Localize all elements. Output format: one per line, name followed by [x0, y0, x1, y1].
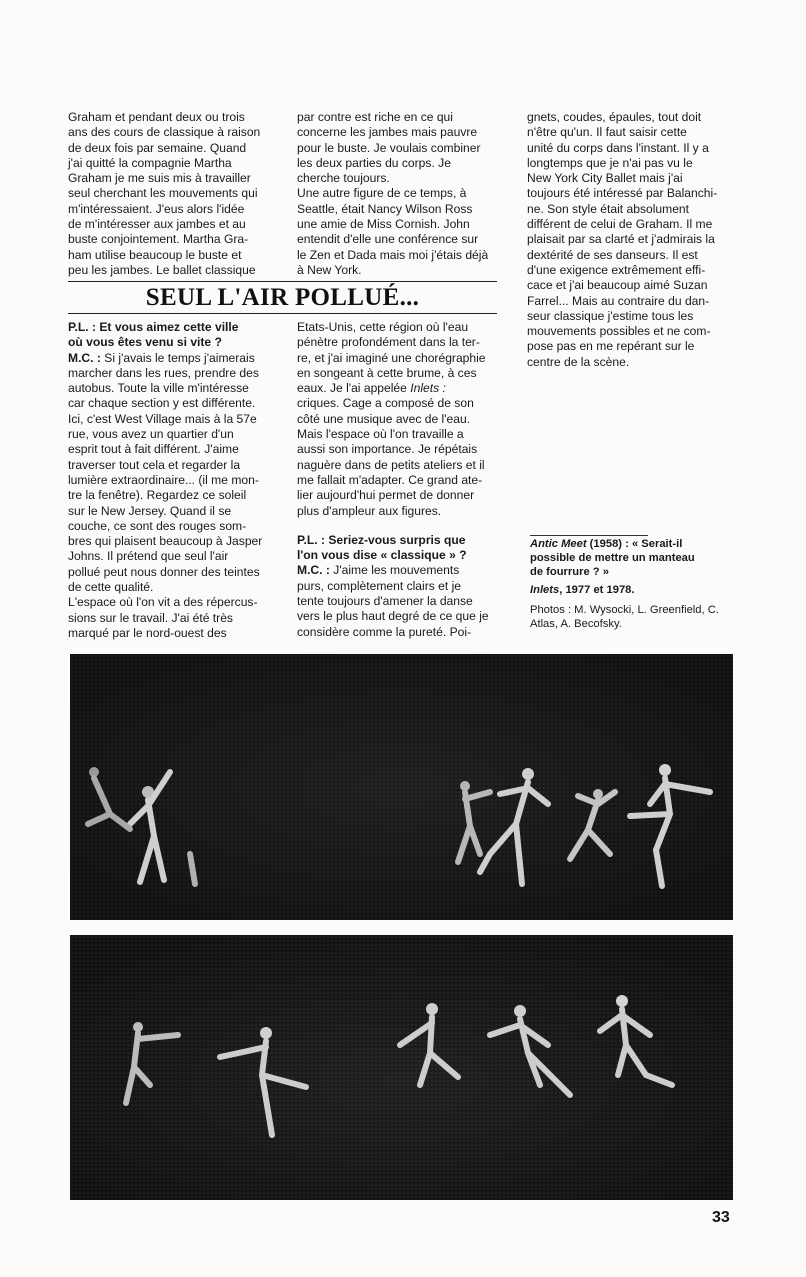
- section-title: SEUL L'AIR POLLUÉ...: [145, 284, 420, 311]
- text-line: vers le plus haut degré de ce que je: [297, 609, 489, 624]
- caption-line: [530, 538, 742, 552]
- text-line: pénètre profondément dans la ter-: [297, 335, 480, 350]
- work-title: Inlets: [530, 584, 560, 597]
- text-line: Une autre figure de ce temps, à: [297, 186, 467, 201]
- page-number: 33: [712, 1209, 730, 1226]
- text-line: gnets, coudes, épaules, tout doit: [527, 110, 702, 124]
- top-column-3: [527, 110, 729, 370]
- text-line: bres qui plaisent beaucoup à Jasper: [68, 534, 263, 549]
- text-line: toujours été intéressé par Balanchi-: [527, 186, 718, 201]
- text-line: pose pas en me repérant sur le: [527, 339, 695, 354]
- text-line: différent de celui de Graham. Il me: [527, 217, 713, 232]
- caption-line: [530, 584, 742, 598]
- text-line: unité du corps dans l'instant. Il y a: [527, 140, 709, 155]
- text-line: plus d'ampleur aux figures.: [297, 503, 442, 518]
- text-line: [297, 381, 498, 396]
- mid-column-1: [68, 320, 269, 641]
- text-span: , 1977 et 1978.: [559, 584, 635, 597]
- credits-line: Atlas, A. Becofsky.: [530, 617, 622, 630]
- text-line: ne. Son style était absolument: [527, 201, 690, 216]
- question-line: l'on vous dise « classique » ?: [297, 548, 467, 563]
- text-span: J'aime les mouvements: [329, 563, 460, 578]
- text-line: ham utilise beaucoup le buste et: [68, 247, 242, 262]
- text-line: de cette qualité.: [68, 580, 154, 595]
- caption-line: possible de mettre un manteau: [530, 551, 695, 564]
- dance-photo-inlets-image: [70, 935, 733, 1200]
- caption-rule: [530, 535, 648, 536]
- text-line: centre de la scène.: [527, 354, 630, 369]
- text-line: d'une exigence extrêmement effi-: [527, 262, 706, 277]
- text-line: pollué peut nous donner des teintes: [68, 564, 260, 579]
- text-line: marcher dans les rues, prendre des: [68, 365, 259, 380]
- text-line: lier aujourd'hui permet de donner: [297, 488, 475, 503]
- work-title: Antic Meet: [530, 538, 587, 550]
- text-line: Etats-Unis, cette région où l'eau: [297, 320, 469, 334]
- text-line: car chaque section y est différente.: [68, 396, 256, 411]
- text-line: mouvements possibles et ne com-: [527, 324, 711, 339]
- text-line: considère comme la pureté. Poi-: [297, 624, 472, 639]
- text-line: L'espace où l'on vit a des répercus-: [68, 595, 258, 610]
- speaker-label: M.C. :: [297, 563, 330, 578]
- text-line: peu les jambes. Le ballet classique: [68, 262, 256, 277]
- text-line: criques. Cage a composé de son: [297, 396, 474, 411]
- text-line: sur le New Jersey. Quand il se: [68, 503, 232, 518]
- text-line: couche, ce sont des rouges som-: [68, 518, 247, 533]
- text-line: Graham je me suis mis à travailler: [68, 171, 251, 186]
- text-line: entendit d'elle une conférence sur: [297, 232, 479, 247]
- answer-line: [297, 563, 498, 578]
- text-line: seul cherchant les mouvements qui: [68, 186, 258, 201]
- heading-rule-bottom: [68, 313, 497, 314]
- question-line: où vous êtes venu si vite ?: [68, 335, 222, 350]
- answer-line: [68, 351, 269, 366]
- text-line: de m'intéresser aux jambes et au: [68, 217, 246, 232]
- text-line: Graham et pendant deux ou trois: [68, 110, 245, 124]
- question-line: P.L. : Seriez-vous surpris que: [297, 532, 466, 547]
- text-line: en songeant à cette brume, à ces: [297, 365, 477, 380]
- text-line: j'ai quitté la compagnie Martha: [68, 155, 232, 170]
- text-line: autobus. Toute la ville m'intéresse: [68, 381, 249, 396]
- text-line: lumière extraordinaire... (il me mon-: [68, 472, 259, 487]
- text-line: traverser tout cela et regarder la: [68, 457, 241, 472]
- text-line: rue, vous avez un quartier d'un: [68, 427, 234, 442]
- credits-line: Photos : M. Wysocki, L. Greenfield, C.: [530, 604, 719, 617]
- text-line: concerne les jambes mais pauvre: [297, 125, 478, 140]
- text-line: tre la fenêtre). Regardez ce soleil: [68, 488, 247, 503]
- text-line: Ici, c'est West Village mais à la 57e: [68, 411, 257, 426]
- text-line: New York City Ballet mais j'ai: [527, 171, 683, 186]
- text-line: longtemps que je n'ai pas vu le: [527, 155, 693, 170]
- text-line: cace et j'ai beaucoup aimé Suzan: [527, 278, 708, 293]
- text-line: re, et j'ai imaginé une chorégraphie: [297, 350, 486, 365]
- text-line: dextérité de ses danseurs. Il est: [527, 247, 698, 262]
- text-line: Johns. Il prétend que seul l'air: [68, 549, 229, 564]
- text-line: ans des cours de classique à raison: [68, 125, 261, 140]
- text-line: aussi son importance. Je répétais: [297, 442, 478, 457]
- text-line: buste conjointement. Martha Gra-: [68, 232, 249, 247]
- text-line: purs, complètement clairs et je: [297, 578, 462, 593]
- text-line: naguère dans de petits ateliers et il: [297, 457, 485, 472]
- text-line: plaisait par sa clarté et j'admirais la: [527, 232, 715, 247]
- text-line: de deux fois par semaine. Quand: [68, 140, 247, 155]
- top-column-2: [297, 110, 498, 278]
- text-line: Farrel... Mais au contraire du dan-: [527, 293, 710, 308]
- work-title: Inlets :: [410, 381, 446, 396]
- dance-photo-antic-meet: [70, 654, 733, 920]
- text-line: les deux parties du corps. Je: [297, 155, 451, 170]
- text-line: Seattle, était Nancy Wilson Ross: [297, 201, 473, 216]
- mid-column-2: [297, 320, 498, 640]
- heading-rule-top: [68, 281, 497, 282]
- text-line: Mais l'espace où l'on travaille a: [297, 427, 464, 442]
- text-line: une amie de Miss Cornish. John: [297, 217, 470, 232]
- text-line: esprit tout à fait différent. J'aime: [68, 442, 239, 457]
- question-line: P.L. : Et vous aimez cette ville: [68, 320, 239, 334]
- speaker-label: M.C. :: [68, 350, 101, 365]
- text-line: par contre est riche en ce qui: [297, 110, 453, 124]
- text-span: Si j'avais le temps j'aimerais: [100, 350, 255, 365]
- text-line: pour le buste. Je voulais combiner: [297, 140, 481, 155]
- text-line: côté une musique avec de l'eau.: [297, 411, 471, 426]
- top-column-1: [68, 110, 269, 278]
- text-line: cherche toujours.: [297, 171, 390, 186]
- text-line: seur classique j'estime tous les: [527, 308, 694, 323]
- dance-photo-inlets: [70, 935, 733, 1200]
- caption-line: de fourrure ? »: [530, 565, 609, 578]
- text-line: marqué par le nord-ouest des: [68, 625, 227, 640]
- dance-photo-antic-meet-image: [70, 654, 733, 920]
- text-span: (1958) : « Serait-il: [586, 538, 683, 550]
- text-line: me fallait m'adapter. Ce grand ate-: [297, 472, 483, 487]
- text-line: tente toujours d'amener la danse: [297, 594, 473, 609]
- text-span: eaux. Je l'ai appelée: [297, 381, 411, 396]
- paragraph-gap: [297, 519, 498, 533]
- text-line: n'être qu'un. Il faut saisir cette: [527, 125, 687, 140]
- text-line: sions sur le travail. J'ai été très: [68, 610, 233, 625]
- text-line: le Zen et Dada mais moi j'étais déjà: [297, 247, 489, 262]
- text-line: m'intéressaient. J'eus alors l'idée: [68, 201, 245, 216]
- text-line: à New York.: [297, 262, 362, 277]
- photo-caption: [530, 538, 742, 632]
